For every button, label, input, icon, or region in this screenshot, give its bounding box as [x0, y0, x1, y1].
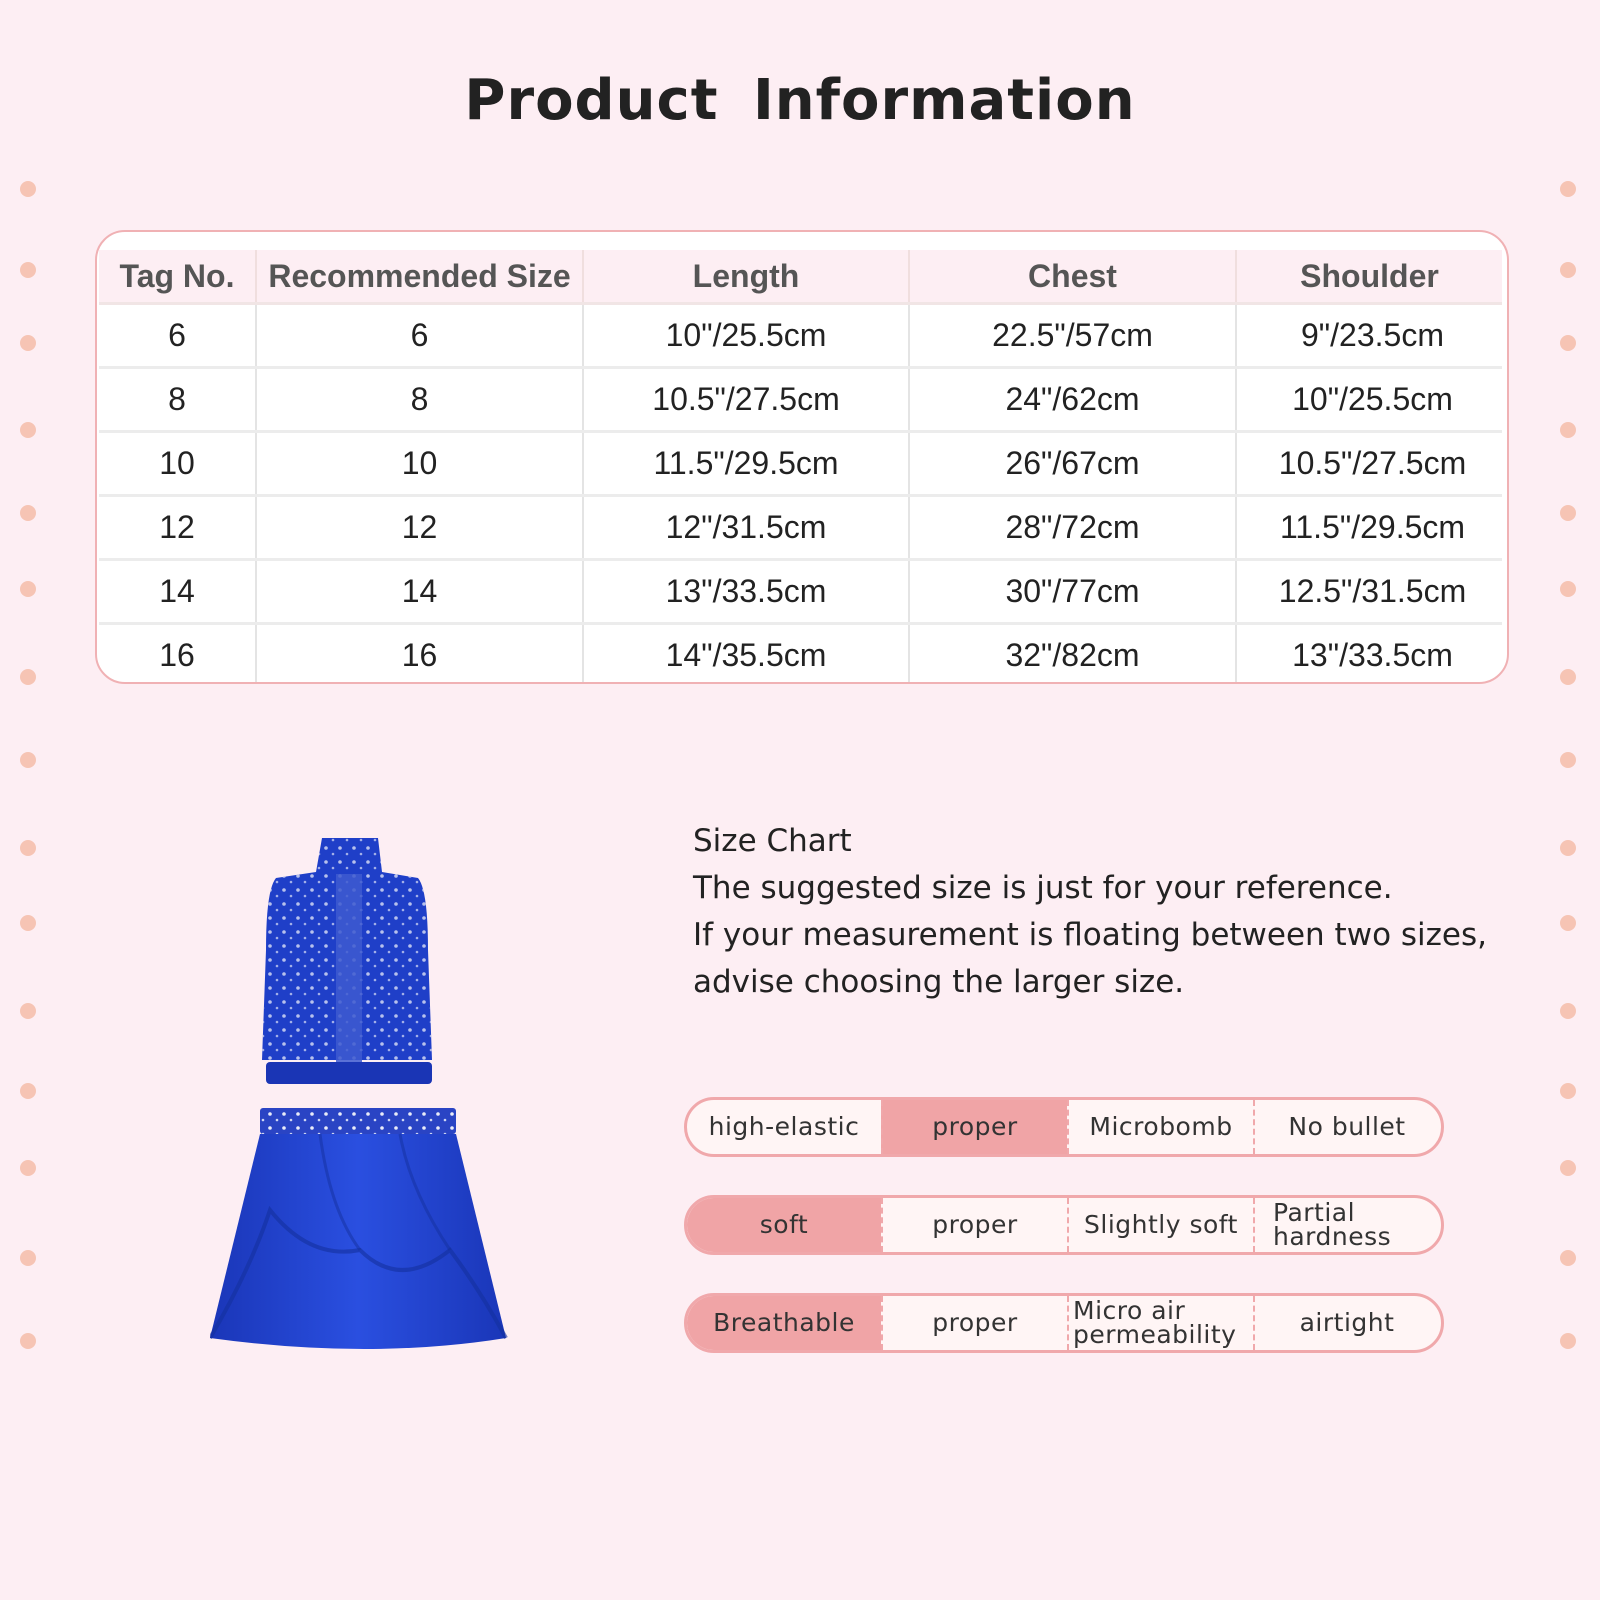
dot: [1560, 505, 1576, 521]
scale-option-selected: Breathable: [687, 1296, 881, 1350]
dot: [1560, 422, 1576, 438]
note-line: The suggested size is just for your reference.: [693, 870, 1393, 906]
header-length: Length: [583, 250, 909, 304]
page-title: Product Information: [464, 68, 1136, 133]
cell-length: 10"/25.5cm: [583, 304, 909, 368]
table-row: [99, 304, 1502, 368]
size-notes: [693, 818, 1493, 1006]
dot: [20, 840, 36, 856]
table-row: [99, 624, 1502, 685]
cell-chest: 32"/82cm: [909, 624, 1236, 685]
size-table: [95, 230, 1509, 684]
scale-option: Microbomb: [1067, 1100, 1253, 1154]
dance-outfit-illustration: [210, 830, 530, 1370]
cell-shoulder: 10.5"/27.5cm: [1236, 432, 1502, 496]
cell-chest: 28"/72cm: [909, 496, 1236, 560]
cell-shoulder: 9"/23.5cm: [1236, 304, 1502, 368]
cell-tag-no: 6: [99, 304, 256, 368]
dot: [20, 581, 36, 597]
dot: [1560, 581, 1576, 597]
cell-recommended-size: 14: [256, 560, 583, 624]
breathability-scale: [684, 1293, 1444, 1353]
table-header-row: [99, 250, 1502, 304]
dot: [1560, 1083, 1576, 1099]
dot: [1560, 181, 1576, 197]
note-line: advise choosing the larger size.: [693, 964, 1185, 1000]
dot: [1560, 915, 1576, 931]
dot: [20, 181, 36, 197]
softness-scale: [684, 1195, 1444, 1255]
cell-length: 10.5"/27.5cm: [583, 368, 909, 432]
dot: [20, 915, 36, 931]
header-chest: Chest: [909, 250, 1236, 304]
dot: [20, 1250, 36, 1266]
cell-length: 14"/35.5cm: [583, 624, 909, 685]
dot: [1560, 1250, 1576, 1266]
cell-length: 12"/31.5cm: [583, 496, 909, 560]
dot: [20, 1333, 36, 1349]
header-tag-no: Tag No.: [99, 250, 256, 304]
dot: [20, 505, 36, 521]
scale-option: airtight: [1253, 1296, 1439, 1350]
note-line: If your measurement is floating between two sizes,: [693, 917, 1487, 953]
dot: [20, 262, 36, 278]
cell-chest: 30"/77cm: [909, 560, 1236, 624]
dot: [1560, 1333, 1576, 1349]
dot: [1560, 262, 1576, 278]
cell-chest: 26"/67cm: [909, 432, 1236, 496]
cell-chest: 24"/62cm: [909, 368, 1236, 432]
cell-recommended-size: 10: [256, 432, 583, 496]
cell-recommended-size: 16: [256, 624, 583, 685]
scale-option: No bullet: [1253, 1100, 1439, 1154]
dot: [1560, 840, 1576, 856]
cell-shoulder: 11.5"/29.5cm: [1236, 496, 1502, 560]
dot: [20, 422, 36, 438]
header-recommended-size: Recommended Size: [256, 250, 583, 304]
cell-tag-no: 16: [99, 624, 256, 685]
dot: [1560, 1160, 1576, 1176]
cell-tag-no: 8: [99, 368, 256, 432]
dot: [20, 1160, 36, 1176]
dot: [1560, 752, 1576, 768]
cell-recommended-size: 6: [256, 304, 583, 368]
dot: [1560, 1003, 1576, 1019]
scale-option: Micro air permeability: [1067, 1296, 1253, 1350]
dot: [20, 752, 36, 768]
scale-option-selected: soft: [687, 1198, 881, 1252]
cell-shoulder: 10"/25.5cm: [1236, 368, 1502, 432]
dot: [20, 1003, 36, 1019]
header-shoulder: Shoulder: [1236, 250, 1502, 304]
cell-length: 13"/33.5cm: [583, 560, 909, 624]
dot: [20, 335, 36, 351]
dot: [20, 669, 36, 685]
cell-tag-no: 12: [99, 496, 256, 560]
elasticity-scale: [684, 1097, 1444, 1157]
dot: [1560, 669, 1576, 685]
cell-shoulder: 13"/33.5cm: [1292, 637, 1453, 673]
cell-recommended-size: 12: [256, 496, 583, 560]
cell-recommended-size: 8: [256, 368, 583, 432]
cell-chest: 22.5"/57cm: [909, 304, 1236, 368]
dot: [1560, 335, 1576, 351]
cell-tag-no: 10: [99, 432, 256, 496]
scale-option: high-elastic: [708, 1112, 860, 1141]
size-table-grid: [99, 250, 1502, 684]
table-row: [99, 432, 1502, 496]
scale-option: Slightly soft: [1067, 1198, 1253, 1252]
dot: [20, 1083, 36, 1099]
table-row: [99, 496, 1502, 560]
scale-option: Partial hardness: [1253, 1198, 1439, 1252]
table-row: [99, 560, 1502, 624]
scale-option-selected: proper: [881, 1100, 1067, 1154]
cell-tag-no: 14: [99, 560, 256, 624]
scale-option: proper: [881, 1296, 1067, 1350]
size-chart-heading: Size Chart: [693, 823, 852, 859]
product-image: [210, 830, 530, 1370]
cell-shoulder: 12.5"/31.5cm: [1236, 560, 1502, 624]
cell-length: 11.5"/29.5cm: [583, 432, 909, 496]
scale-option: proper: [881, 1198, 1067, 1252]
table-row: [99, 368, 1502, 432]
